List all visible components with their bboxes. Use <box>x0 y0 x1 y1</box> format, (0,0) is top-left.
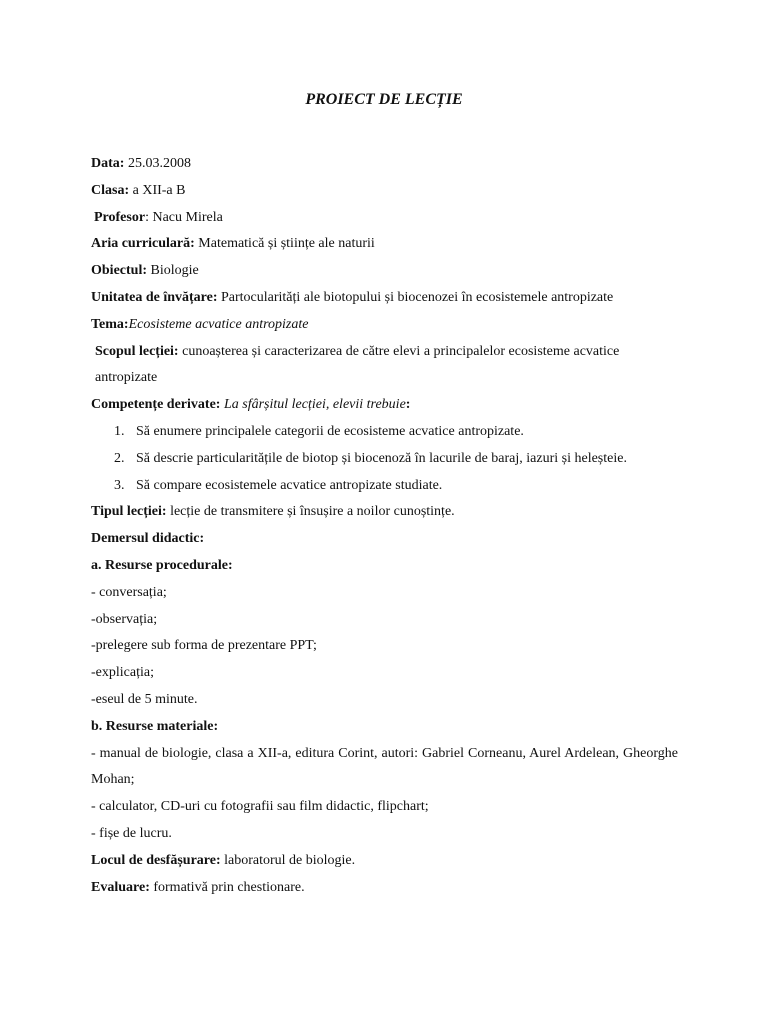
field-evaluare <box>91 875 678 902</box>
field-tema <box>91 312 678 339</box>
field-value: 25.03.2008 <box>124 156 191 171</box>
list-text: Să compare ecosistemele acvatice antropizate studiate. <box>136 477 443 493</box>
field-unitatea <box>91 285 678 312</box>
field-label: Scopul lecției: <box>95 343 179 359</box>
field-label: Profesor <box>94 209 146 225</box>
field-value: Biologie <box>147 263 199 279</box>
list-item: -eseul de 5 minute. <box>91 691 198 707</box>
list-item: - fișe de lucru. <box>91 825 172 841</box>
field-value: laboratorul de biologie. <box>220 852 356 868</box>
document-title: PROIECT DE LECȚIE <box>305 91 463 108</box>
section-heading-resurse-procedurale: a. Resurse procedurale: <box>91 557 233 573</box>
field-value: lecție de transmitere și însușire a noilor cunoștințe. <box>166 504 455 520</box>
field-suffix: : <box>405 397 411 413</box>
field-label: Tema: <box>91 316 129 332</box>
list-number: 1. <box>114 423 125 439</box>
field-value: Partocularități ale biotopului și biocenozei în ecosistemele antropizate <box>217 289 614 305</box>
field-locul <box>91 848 678 875</box>
field-label: Competențe derivate: <box>91 397 221 413</box>
list-number: 3. <box>114 477 125 493</box>
field-label: Obiectul: <box>91 263 147 279</box>
field-label: Clasa: <box>91 182 130 198</box>
field-label: Aria curriculară: <box>91 236 195 252</box>
competente-list <box>91 419 678 499</box>
list-item: - conversația; <box>91 584 167 600</box>
field-label: Data: <box>91 156 125 171</box>
list-item: - manual de biologie, clasa a XII-a, editura Corint, autori: Gabriel Corneanu, Aurel Ardelean, Gheorghe Mohan; <box>91 745 678 788</box>
list-item <box>91 473 678 500</box>
field-profesor <box>91 205 678 232</box>
section-heading-resurse-materiale: b. Resurse materiale: <box>91 718 219 734</box>
field-label: Locul de desfășurare: <box>91 852 221 868</box>
list-text: Să descrie particularitățile de biotop și biocenoză în lacurile de baraj, iazuri și heleșteie. <box>136 450 627 466</box>
field-value: La sfârșitul lecției, elevii trebuie <box>220 397 406 413</box>
document-body <box>91 151 678 901</box>
list-item: -prelegere sub forma de prezentare PPT; <box>91 638 317 654</box>
field-label: Evaluare: <box>91 879 150 895</box>
field-label: Tipul lecției: <box>91 504 167 520</box>
list-item <box>91 446 678 473</box>
field-competente <box>91 392 678 419</box>
field-clasa <box>91 178 678 205</box>
field-obiectul <box>91 258 678 285</box>
list-number: 2. <box>114 450 125 466</box>
field-value: formativă prin chestionare. <box>149 879 305 895</box>
list-item <box>91 419 678 446</box>
field-value: : Nacu Mirela <box>145 209 223 225</box>
field-label: Unitatea de învățare: <box>91 289 218 305</box>
list-item: - calculator, CD-uri cu fotografii sau film didactic, flipchart; <box>91 799 429 815</box>
list-item: -observația; <box>91 611 158 627</box>
field-value: Ecosisteme acvatice antropizate <box>128 316 309 332</box>
field-tipul <box>91 499 678 526</box>
field-aria-curriculara <box>91 231 678 258</box>
field-scopul <box>91 339 678 393</box>
section-heading-demersul: Demersul didactic: <box>91 531 205 547</box>
field-value: Matematică și științe ale naturii <box>194 236 375 252</box>
list-item: -explicația; <box>91 665 154 681</box>
field-value: cunoașterea și caracterizarea de către elevi a principalelor ecosisteme acvatice antropizate <box>95 343 620 386</box>
list-text: Să enumere principalele categorii de ecosisteme acvatice antropizate. <box>136 423 524 439</box>
field-value: a XII-a B <box>129 182 186 198</box>
field-data <box>91 151 678 178</box>
